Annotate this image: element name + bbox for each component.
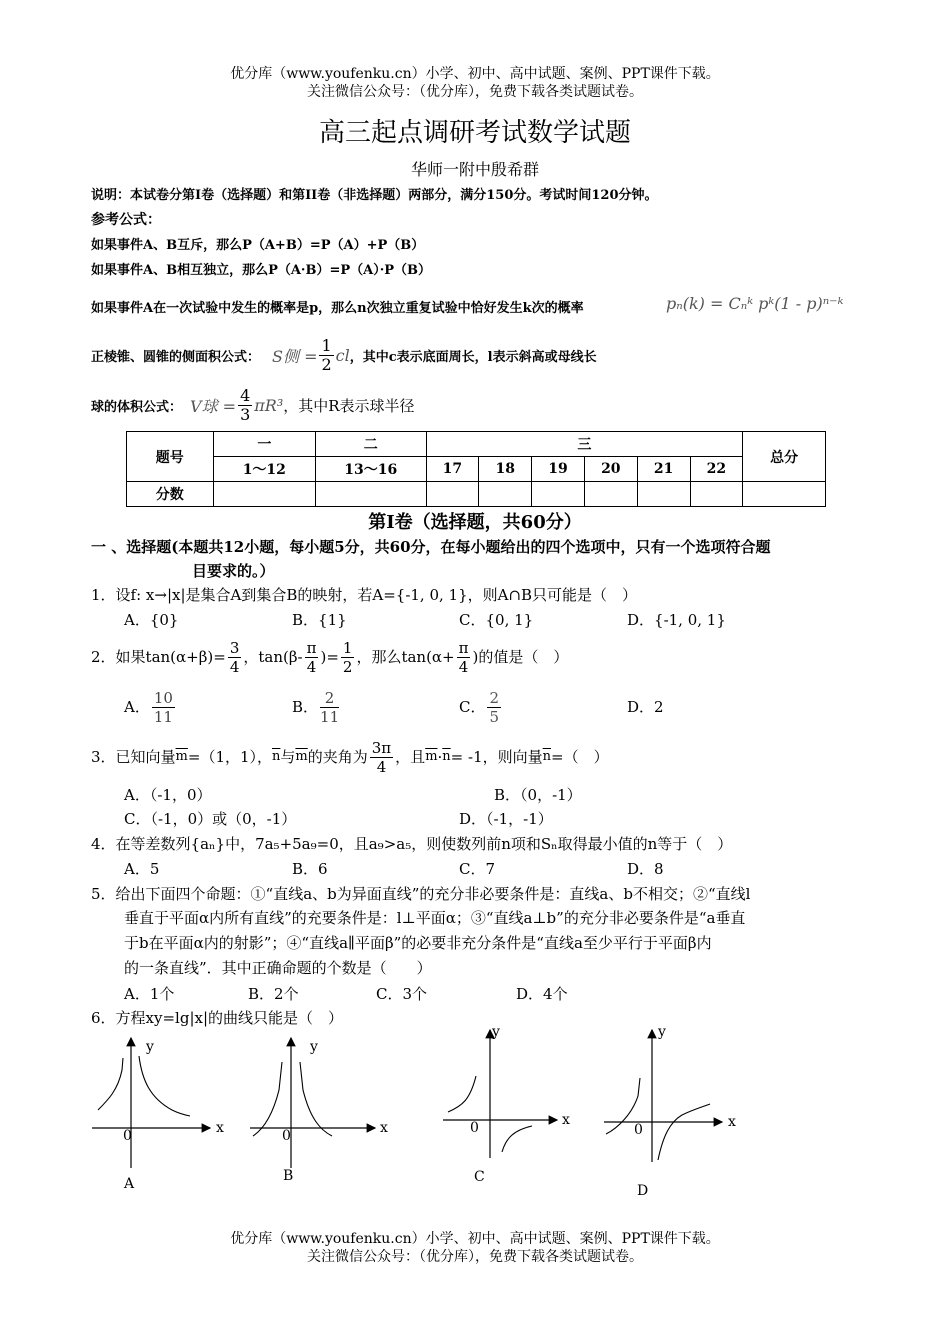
q5-option-c[interactable]: C．3个 — [376, 985, 428, 1003]
q5-line-4: 的一条直线”．其中正确命题的个数是（ ） — [124, 959, 432, 977]
q4-option-b[interactable]: B．6 — [292, 860, 328, 878]
score-table — [126, 431, 826, 507]
q5-line-1: 5．给出下面四个命题：①“直线a、b为异面直线”的充分非必要条件是：直线a、b不相交；②“直线l — [91, 885, 751, 903]
q3-option-c[interactable]: C．（-1，0）或（0，-1） — [124, 810, 297, 828]
q2-frac-1: $\frac{3}{4}$ — [229, 638, 240, 676]
score-cell[interactable] — [532, 482, 585, 507]
svg-text:x: x — [728, 1114, 736, 1130]
q6-stem: 6．方程xy=lg|x|的曲线只能是（ ） — [91, 1009, 344, 1027]
lateral-area-prefix: 正棱锥、圆锥的侧面积公式： — [91, 349, 261, 365]
col-part-3: 三 — [426, 432, 743, 457]
range-1-12: 1～12 — [213, 457, 316, 482]
svg-text:D: D — [637, 1183, 649, 1199]
q-18: 18 — [479, 457, 532, 482]
col-part-1: 一 — [213, 432, 316, 457]
formula-binomial-text: 如果事件A在一次试验中发生的概率是p，那么n次独立重复试验中恰好发生k次的概率 — [91, 301, 584, 316]
score-cell[interactable] — [316, 482, 426, 507]
q-19: 19 — [532, 457, 585, 482]
q2-option-a[interactable]: A． $\frac{10}{11}$ — [124, 688, 173, 726]
svg-text:0: 0 — [282, 1128, 291, 1144]
sphere-volume-suffix: ，其中R表示球半径 — [283, 396, 415, 415]
col-part-2: 二 — [316, 432, 426, 457]
header-line-1: 优分库（www.youfenku.cn）小学、初中、高中试题、案例、PPT课件下载。 — [230, 66, 720, 82]
score-cell[interactable] — [584, 482, 637, 507]
q5-line-2: 垂直于平面α内所有直线”的充要条件是：l⊥平面α；③“直线a⊥b”的充分非必要条件是“a垂直 — [124, 909, 746, 927]
svg-text:0: 0 — [123, 1128, 132, 1144]
q3-option-b[interactable]: B．（0，-1） — [494, 786, 582, 804]
lateral-area-lhs: S侧 = — [272, 346, 318, 366]
q3-option-d[interactable]: D．（-1，-1） — [459, 810, 553, 828]
q2-frac-3: $\frac{1}{2}$ — [342, 638, 353, 676]
row-score: 分数 — [127, 482, 214, 507]
formula-binomial: pₙ(k) = Cₙᵏ pᵏ(1 - p)ⁿ⁻ᵏ — [666, 294, 844, 313]
part-1-heading: 一 、选择题(本题共12小题，每小题5分，共60分，在每小题给出的四个选项中，只有一个选项符合题 — [91, 538, 771, 556]
score-cell[interactable] — [690, 482, 743, 507]
q-17: 17 — [426, 457, 479, 482]
score-cell[interactable] — [743, 482, 826, 507]
lateral-area-suffix: ，其中c表示底面周长，l表示斜高或母线长 — [349, 349, 597, 365]
section-1-title: 第I卷（选择题，共60分） — [368, 512, 582, 533]
q5-option-d[interactable]: D．4个 — [516, 985, 568, 1003]
formula-mutually-exclusive: 如果事件A、B互斥，那么P（A+B）=P（A）+P（B） — [91, 238, 425, 253]
svg-text:x: x — [562, 1112, 570, 1128]
score-cell[interactable] — [426, 482, 479, 507]
q1-option-d[interactable]: D．{-1, 0, 1} — [627, 611, 726, 629]
col-question: 题号 — [127, 432, 214, 482]
formula-sphere-volume — [91, 382, 415, 428]
q5-line-3: 于b在平面α内的射影”；④“直线a∥平面β”的必要非充分条件是“直线a至少平行于平面β内 — [124, 934, 712, 952]
graph-b[interactable] — [250, 1038, 388, 1184]
q2-option-c[interactable]: C． $\frac{2}{5}$ — [459, 688, 500, 726]
q5-option-b[interactable]: B．2个 — [248, 985, 299, 1003]
page-title: 高三起点调研考试数学试题 — [318, 118, 631, 148]
col-total: 总分 — [743, 432, 826, 482]
sphere-volume-fraction: $\frac{4}{3}$ — [240, 385, 251, 424]
q-20: 20 — [584, 457, 637, 482]
q2-frac-4: $\frac{\pi}{4}$ — [458, 638, 469, 676]
q1-stem: 1．设f: x→|x|是集合A到集合B的映射，若A={-1, 0, 1}，则A∩B只可能是（ ） — [91, 586, 638, 604]
q1-option-a[interactable]: A．{0} — [124, 611, 179, 629]
q-22: 22 — [690, 457, 743, 482]
exam-note: 说明：本试卷分第I卷（选择题）和第II卷（非选择题）两部分，满分150分。考试时间120分钟。 — [91, 188, 658, 203]
svg-text:y: y — [146, 1039, 154, 1055]
svg-text:A: A — [124, 1176, 135, 1192]
header-line-2: 关注微信公众号：（优分库），免费下载各类试题试卷。 — [307, 84, 643, 100]
q2-stem: 2．如果tan(α+β)= $\frac{3}{4}$ ，tan(β- $\frac{\pi}{4}$ )= $\frac{1}{2}$ ，那么tan(α+ $\frac{\pi}{4}$ )的值是（ ） — [91, 638, 569, 676]
svg-text:B: B — [283, 1168, 294, 1184]
svg-text:y: y — [658, 1024, 666, 1040]
lateral-area-fraction: $\frac{1}{2}$ — [321, 335, 332, 374]
author: 华师一附中殷希群 — [410, 160, 539, 179]
range-13-16: 13～16 — [316, 457, 426, 482]
svg-text:y: y — [492, 1024, 500, 1040]
score-cell[interactable] — [213, 482, 316, 507]
svg-text:0: 0 — [470, 1120, 479, 1136]
svg-text:0: 0 — [634, 1122, 643, 1138]
q4-stem: 4．在等差数列{aₙ}中，7a₅+5a₉=0，且a₉>a₅，则使数列前n项和Sₙ取得最小值的n等于（ ） — [91, 835, 733, 853]
q5-option-a[interactable]: A．1个 — [124, 985, 175, 1003]
q1-option-b[interactable]: B．{1} — [292, 611, 347, 629]
q4-option-a[interactable]: A．5 — [124, 860, 160, 878]
formula-independent: 如果事件A、B相互独立，那么P（A·B）=P（A）·P（B） — [91, 263, 431, 278]
lateral-area-rhs: cl — [335, 345, 350, 365]
svg-text:y: y — [310, 1039, 318, 1055]
q1-option-c[interactable]: C．{0, 1} — [459, 611, 534, 629]
q3-stem: 3．已知向量 $\overline{m}$ =（1，1）， $\overline{n}$ 与 $\overline{m}$ 的夹角为 $\frac{3\pi}{4}$ ，且 $\overline{m}$ · $\overline{n}$ = -1，则向量 $\overline{n}$ =（ ） — [91, 738, 609, 776]
sphere-volume-rhs: πR³ — [254, 395, 284, 415]
q2-option-d[interactable]: D．2 — [627, 698, 664, 716]
q6-graphs — [0, 1018, 950, 1208]
q2-frac-2: $\frac{\pi}{4}$ — [306, 638, 317, 676]
formula-lateral-area — [91, 332, 597, 378]
svg-text:x: x — [380, 1120, 388, 1136]
q2-option-b[interactable]: B． $\frac{2}{11}$ — [292, 688, 340, 726]
part-1-heading-cont: 目要求的。） — [192, 562, 275, 580]
score-cell[interactable] — [637, 482, 690, 507]
graph-d[interactable] — [604, 1024, 736, 1199]
sphere-volume-lhs: V球 = — [190, 396, 237, 416]
footer-line-2: 关注微信公众号：（优分库），免费下载各类试题试卷。 — [307, 1249, 643, 1265]
q4-option-d[interactable]: D．8 — [627, 860, 664, 878]
ref-formula-title: 参考公式： — [91, 212, 161, 228]
score-cell[interactable] — [479, 482, 532, 507]
sphere-volume-prefix: 球的体积公式： — [91, 399, 183, 415]
graph-a[interactable] — [92, 1038, 224, 1192]
q-21: 21 — [637, 457, 690, 482]
q4-option-c[interactable]: C．7 — [459, 860, 496, 878]
svg-text:C: C — [474, 1169, 485, 1185]
graph-c[interactable] — [443, 1024, 570, 1185]
q3-option-a[interactable]: A．（-1，0） — [124, 786, 212, 804]
svg-text:x: x — [216, 1120, 224, 1136]
footer-line-1: 优分库（www.youfenku.cn）小学、初中、高中试题、案例、PPT课件下载。 — [230, 1231, 720, 1247]
